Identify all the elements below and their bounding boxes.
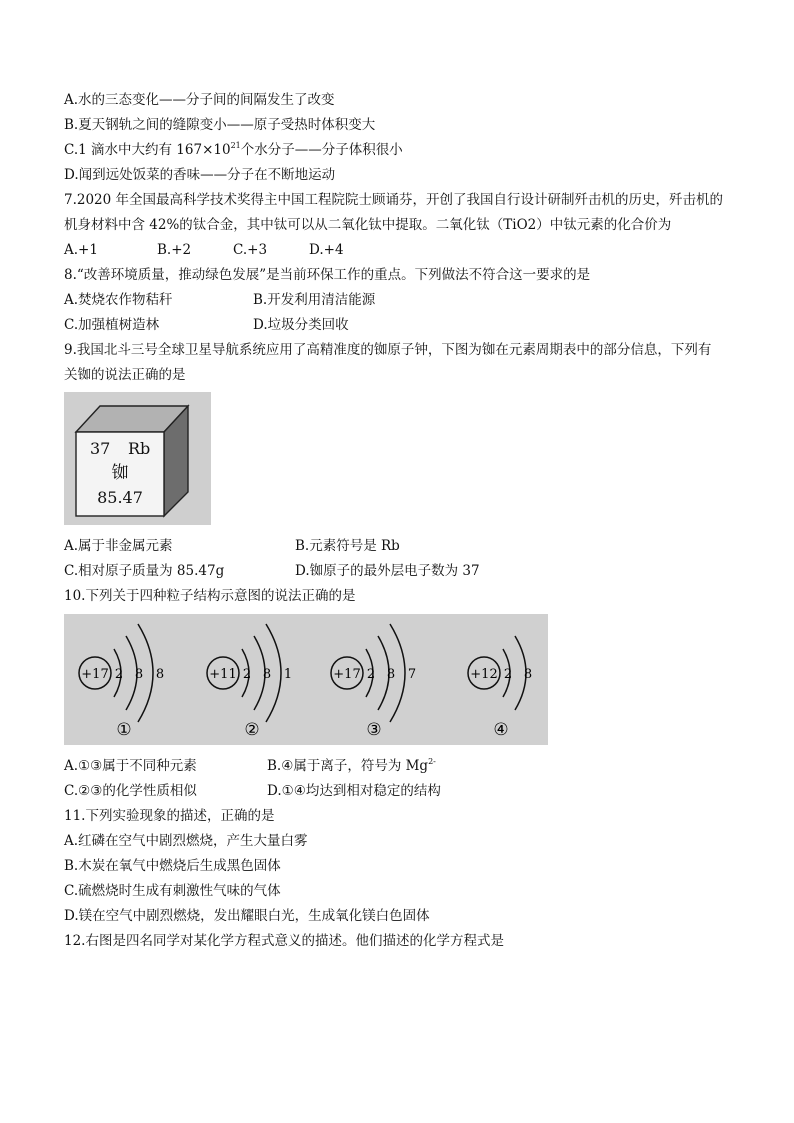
q7-option-a: A.+1	[64, 242, 98, 258]
q8-option-a: A.焚烧农作物秸秆	[64, 292, 173, 308]
particle-diagrams-figure	[64, 614, 548, 745]
q9-option-b: B.元素符号是 Rb	[295, 538, 400, 554]
q8-option-d: D.垃圾分类回收	[253, 317, 349, 333]
shell-electrons: 2	[242, 667, 252, 682]
shell-electrons: 2	[114, 667, 124, 682]
q7-option-d: D.+4	[309, 242, 344, 258]
shell-electrons: 8	[262, 667, 272, 682]
q11-stem: 11.下列实验现象的描述，正确的是	[64, 808, 275, 824]
particle-label: ①	[116, 720, 132, 740]
element-symbol: Rb	[128, 439, 151, 458]
particle-label: ②	[244, 720, 260, 740]
nucleus-charge: +12	[470, 667, 498, 682]
shell-electrons: 8	[155, 667, 165, 682]
element-cell-figure	[64, 392, 211, 525]
atomic-number: 37	[90, 439, 111, 458]
shell-electrons: 8	[386, 667, 396, 682]
shell-electrons: 8	[523, 667, 533, 682]
q11-option-c: C.硫燃烧时生成有刺激性气味的气体	[64, 883, 281, 899]
q6-option-d: D.闻到远处饭菜的香味——分子在不断地运动	[64, 167, 336, 183]
q7-option-b: B.+2	[157, 242, 192, 258]
q6-option-a: A.水的三态变化——分子间的间隔发生了改变	[64, 92, 335, 108]
q9-option-d: D.铷原子的最外层电子数为 37	[295, 563, 480, 579]
q10-stem: 10.下列关于四种粒子结构示意图的说法正确的是	[64, 588, 356, 604]
q6-option-c: C.1 滴水中大约有 $167\times 10^{21}$个水分子——分子体积很小	[64, 141, 403, 158]
q12-stem: 12.右图是四名同学对某化学方程式意义的描述。他们描述的化学方程式是	[64, 933, 504, 949]
shell-electrons: 7	[407, 667, 417, 682]
q9-option-a: A.属于非金属元素	[64, 538, 173, 554]
q7-stem-line1: 7.2020 年全国最高科学技术奖得主中国工程院院士顾诵芬，开创了我国自行设计研制歼击机的历史，歼击机的	[64, 192, 724, 208]
q7-stem-line2: 机身材料中含 42%的钛合金，其中钛可以从二氧化钛中提取。二氧化钛（TiO2）中钛元素的化合价为	[64, 217, 672, 233]
atomic-mass: 85.47	[97, 488, 143, 507]
q8-stem: 8.“改善环境质量，推动绿色发展”是当前环保工作的重点。下列做法不符合这一要求的是	[64, 267, 591, 283]
q10-option-b: B.④属于离子，符号为 $Mg^{2-}$	[267, 757, 436, 774]
nucleus-charge: +11	[209, 667, 237, 682]
nucleus-charge: +17	[81, 667, 109, 682]
q11-option-d: D.镁在空气中剧烈燃烧，发出耀眼白光，生成氧化镁白色固体	[64, 908, 430, 924]
q9-option-c: C.相对原子质量为 85.47g	[64, 563, 225, 579]
nucleus-charge: +17	[333, 667, 361, 682]
element-name: 铷	[111, 463, 129, 483]
q10-option-d: D.①④均达到相对稳定的结构	[267, 783, 441, 799]
particle-label: ④	[493, 720, 509, 740]
q7-option-c: C.+3	[233, 242, 268, 258]
particle-label: ③	[366, 720, 382, 740]
q11-option-b: B.木炭在氧气中燃烧后生成黑色固体	[64, 858, 281, 874]
q11-option-a: A.红磷在空气中剧烈燃烧，产生大量白雾	[64, 833, 308, 849]
q10-option-c: C.②③的化学性质相似	[64, 783, 197, 799]
q6-option-b: B.夏天钢轨之间的缝隙变小——原子受热时体积变大	[64, 117, 376, 133]
q8-option-b: B.开发利用清洁能源	[253, 292, 376, 308]
q8-option-c: C.加强植树造林	[64, 317, 160, 333]
shell-electrons: 2	[503, 667, 513, 682]
shell-electrons: 8	[134, 667, 144, 682]
shell-electrons: 2	[366, 667, 376, 682]
q9-stem-line1: 9.我国北斗三号全球卫星导航系统应用了高精准度的铷原子钟，下图为铷在元素周期表中的部分信息，下列有	[64, 342, 712, 358]
q10-option-a: A.①③属于不同种元素	[64, 758, 197, 774]
shell-electrons: 1	[283, 667, 293, 682]
q9-stem-line2: 关铷的说法正确的是	[64, 367, 186, 383]
